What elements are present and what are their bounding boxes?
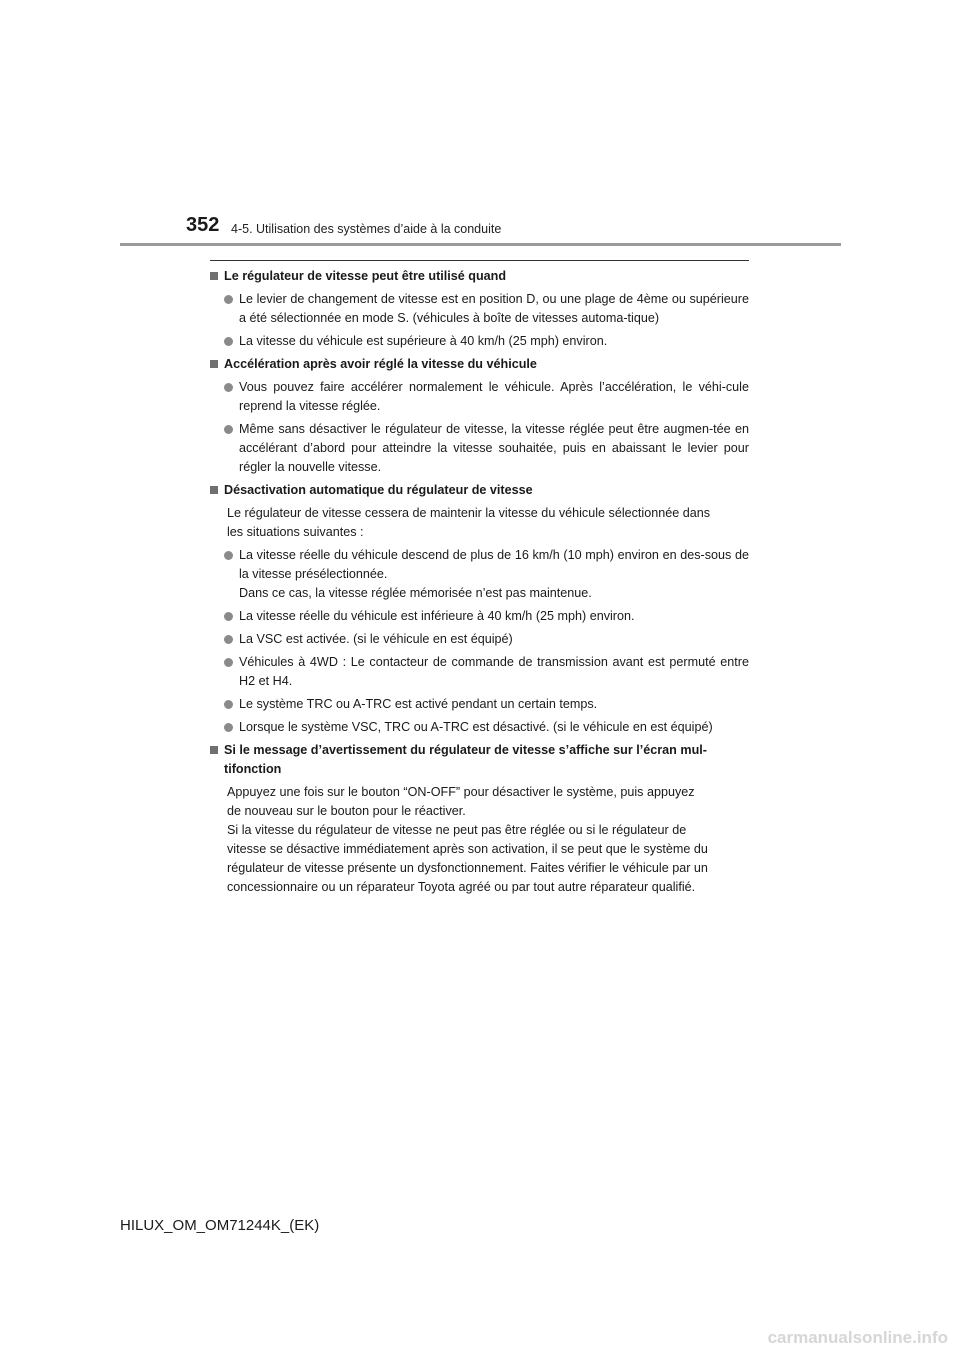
page-content (210, 267, 749, 901)
section-acceleration (210, 355, 749, 477)
list-item-text (239, 546, 749, 603)
paragraph-line: Si la vitesse du régulateur de vitesse ne peut pas être réglée ou si le régulateur de (227, 823, 687, 837)
list-item-text: Véhicules à 4WD : Le contacteur de commande de transmission avant est permuté entre H2 et H4. (239, 655, 749, 688)
section-warning-message (210, 741, 749, 897)
heading-text: Désactivation automatique du régulateur de vitesse (224, 483, 533, 497)
list-item (210, 332, 749, 351)
section-heading (210, 741, 749, 779)
page-number: 352 (186, 214, 220, 236)
circle-bullet-icon (224, 658, 233, 667)
heading-text: Accélération après avoir réglé la vitesse du véhicule (224, 357, 537, 371)
list-item-text: Même sans désactiver le régulateur de vitesse, la vitesse réglée peut être augmen-tée en accélérant d’abord pour atteindre la vitesse souhaitée, puis en abaissant le levier pour régler la nouvelle vitesse. (239, 422, 749, 474)
square-bullet-icon (210, 360, 218, 368)
list-item (210, 630, 749, 649)
list-item (210, 546, 749, 603)
section-header: 4-5. Utilisation des systèmes d’aide à la conduite (231, 222, 502, 236)
watermark-text: carmanualsonline.info (767, 1328, 948, 1347)
paragraph-line: concessionnaire ou un réparateur Toyota agréé ou par tout autre réparateur qualifié. (227, 880, 696, 894)
circle-bullet-icon (224, 295, 233, 304)
list-item (210, 290, 749, 328)
paragraph-line: de nouveau sur le bouton pour le réactiver. (227, 804, 466, 818)
heading-text: Si le message d’avertissement du régulateur de vitesse s’affiche sur l’écran mul-tifonction (224, 743, 707, 776)
list-item-text: La vitesse du véhicule est supérieure à 40 km/h (25 mph) environ. (239, 334, 608, 348)
paragraph-line: Le régulateur de vitesse cessera de maintenir la vitesse du véhicule sélectionnée dans (227, 506, 711, 520)
list-item-text: La vitesse réelle du véhicule est inférieure à 40 km/h (25 mph) environ. (239, 609, 635, 623)
circle-bullet-icon (224, 700, 233, 709)
circle-bullet-icon (224, 635, 233, 644)
intro-paragraph (210, 504, 749, 542)
section-heading (210, 481, 749, 500)
list-item (210, 718, 749, 737)
list-item (210, 653, 749, 691)
list-item (210, 607, 749, 626)
heading-text: Le régulateur de vitesse peut être utilisé quand (224, 269, 507, 283)
circle-bullet-icon (224, 425, 233, 434)
footer-doc-id: HILUX_OM_OM71244K_(EK) (120, 1217, 320, 1234)
list-item-text: Lorsque le système VSC, TRC ou A-TRC est désactivé. (si le véhicule en est équipé) (239, 720, 713, 734)
circle-bullet-icon (224, 337, 233, 346)
list-item-text: Le système TRC ou A-TRC est activé pendant un certain temps. (239, 697, 598, 711)
section-usage-conditions (210, 267, 749, 351)
paragraph-line: les situations suivantes : (227, 525, 364, 539)
list-item-text: Vous pouvez faire accélérer normalement le véhicule. Après l’accélération, le véhi-cule reprend la vitesse réglée. (239, 380, 749, 413)
circle-bullet-icon (224, 723, 233, 732)
circle-bullet-icon (224, 383, 233, 392)
body-paragraph (210, 783, 749, 897)
list-item-text: Le levier de changement de vitesse est en position D, ou une plage de 4ème ou supérieure a été sélectionnée en mode S. (véhicules à boîte de vitesses automa-tique) (239, 292, 749, 325)
header-rule (120, 243, 841, 246)
section-heading (210, 267, 749, 286)
list-item (210, 695, 749, 714)
square-bullet-icon (210, 746, 218, 754)
paragraph-line: vitesse se désactive immédiatement après son activation, il se peut que le système du (227, 842, 708, 856)
section-heading (210, 355, 749, 374)
section-auto-deactivation (210, 481, 749, 737)
list-item-main-text: La vitesse réelle du véhicule descend de plus de 16 km/h (10 mph) environ en des-sous de la vitesse présélectionnée. (239, 548, 749, 581)
list-item-text: La VSC est activée. (si le véhicule en est équipé) (239, 632, 513, 646)
list-item (210, 378, 749, 416)
content-top-rule (210, 260, 749, 261)
square-bullet-icon (210, 486, 218, 494)
list-item (210, 420, 749, 477)
square-bullet-icon (210, 272, 218, 280)
circle-bullet-icon (224, 612, 233, 621)
list-item-extra-text: Dans ce cas, la vitesse réglée mémorisée n’est pas maintenue. (239, 586, 592, 600)
circle-bullet-icon (224, 551, 233, 560)
paragraph-line: régulateur de vitesse présente un dysfonctionnement. Faites vérifier le véhicule par un (227, 861, 708, 875)
paragraph-line: Appuyez une fois sur le bouton “ON-OFF” pour désactiver le système, puis appuyez (227, 785, 695, 799)
